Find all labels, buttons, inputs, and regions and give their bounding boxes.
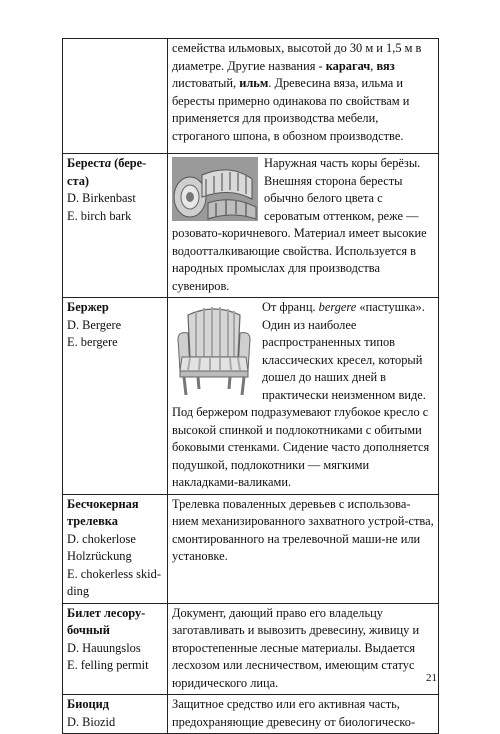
table-row: [63, 39, 439, 154]
term-german: D. Biozid: [67, 714, 116, 729]
term-cell: [63, 39, 168, 154]
definition-cell: [168, 494, 439, 603]
term-english: E. bergere: [67, 335, 118, 349]
term-english: E. felling permit: [67, 658, 149, 672]
term-title: Биоцид: [67, 697, 110, 711]
table-row: [63, 494, 439, 603]
text-run: ,: [370, 58, 377, 73]
bold-term: карагач: [325, 58, 371, 73]
term-german: D. Hauungslos: [67, 640, 141, 655]
definition-cell: [168, 695, 439, 734]
definition-cell: [168, 298, 439, 495]
term-german: D. Birkenbast: [67, 191, 136, 205]
term-title: Бесчокерная трелевка: [67, 496, 139, 528]
definition-text: Трелевка поваленных деревьев с использова-нием механизированного захватного устрой-ства, смонтированного на трелевочной маши-не или установке.: [172, 496, 434, 563]
italic-text: bergere: [318, 300, 357, 314]
definition-text: Наружная часть коры берёзы. Внешняя сторона бересты обычно белого цвета с сероватым оттенком, реже — розовато-коричневого. Материал имеет высокие водоотталкивающие свойства. Используется в народных промыслах для производства сувениров.: [172, 156, 427, 293]
term-english: E. birch bark: [67, 208, 132, 223]
bergere-armchair-image: [172, 301, 256, 399]
definition-text: Документ, дающий право его владельцу заготавливать и вывозить древесину, живицу и второстепенные лесные материалы. Выдается лесхозом или лесничеством, имеющим статус юридического лица.: [172, 605, 420, 690]
term-english: E. chokerless skid-ding: [67, 566, 161, 598]
text-run: От франц.: [262, 300, 319, 314]
text-run: . Древесина вяза, ильма и бересты примерно одинакова по свойствам и применяется для производства мебели, строганого шпона, в обозном производстве.: [172, 76, 410, 143]
term-title: Береста (бере-ста): [67, 156, 147, 188]
term-german: D. Bergere: [67, 317, 122, 332]
definition-text: Защитное средство или его активная часть, предохраняющие древесину от биологическо-: [172, 697, 416, 729]
definition-cell: [168, 603, 439, 695]
definition-cell: [168, 154, 439, 298]
term-cell: [63, 603, 168, 695]
term-cell: [63, 298, 168, 495]
term-title: Бержер: [67, 300, 109, 314]
birch-bark-image: [172, 157, 258, 221]
term-cell: [63, 494, 168, 603]
term-german: D. chokerlose Holzrückung: [67, 531, 136, 563]
table-row: [63, 154, 439, 298]
text-run: «пастушка». Один из наиболее распространенных типов классических кресел, который дошел до наших дней в практически неизменном виде. Под бержером подразумевают глубокое кресло с высокой спинкой и подлокотниками с обитыми боковыми стенками. Сидение часто дополняется подушкой, подлокотники — мягкими накладками-валиками.: [172, 300, 430, 489]
definition-cell: [168, 39, 439, 154]
term-cell: [63, 154, 168, 298]
bold-term: вяз: [376, 58, 395, 73]
bold-term: ильм: [239, 76, 269, 90]
table-row: [63, 695, 439, 734]
text-run: листоватый,: [172, 76, 240, 90]
page-number: 21: [426, 672, 437, 684]
table-row: [63, 603, 439, 695]
text-run: семейства ильмовых, высотой до 30 м и 1,5 м в диаметре. Другие названия -: [172, 41, 422, 73]
term-title: Билет лесору-бочный: [67, 605, 146, 637]
term-cell: [63, 695, 168, 734]
table-row: [63, 298, 439, 495]
glossary-table: [62, 38, 439, 734]
